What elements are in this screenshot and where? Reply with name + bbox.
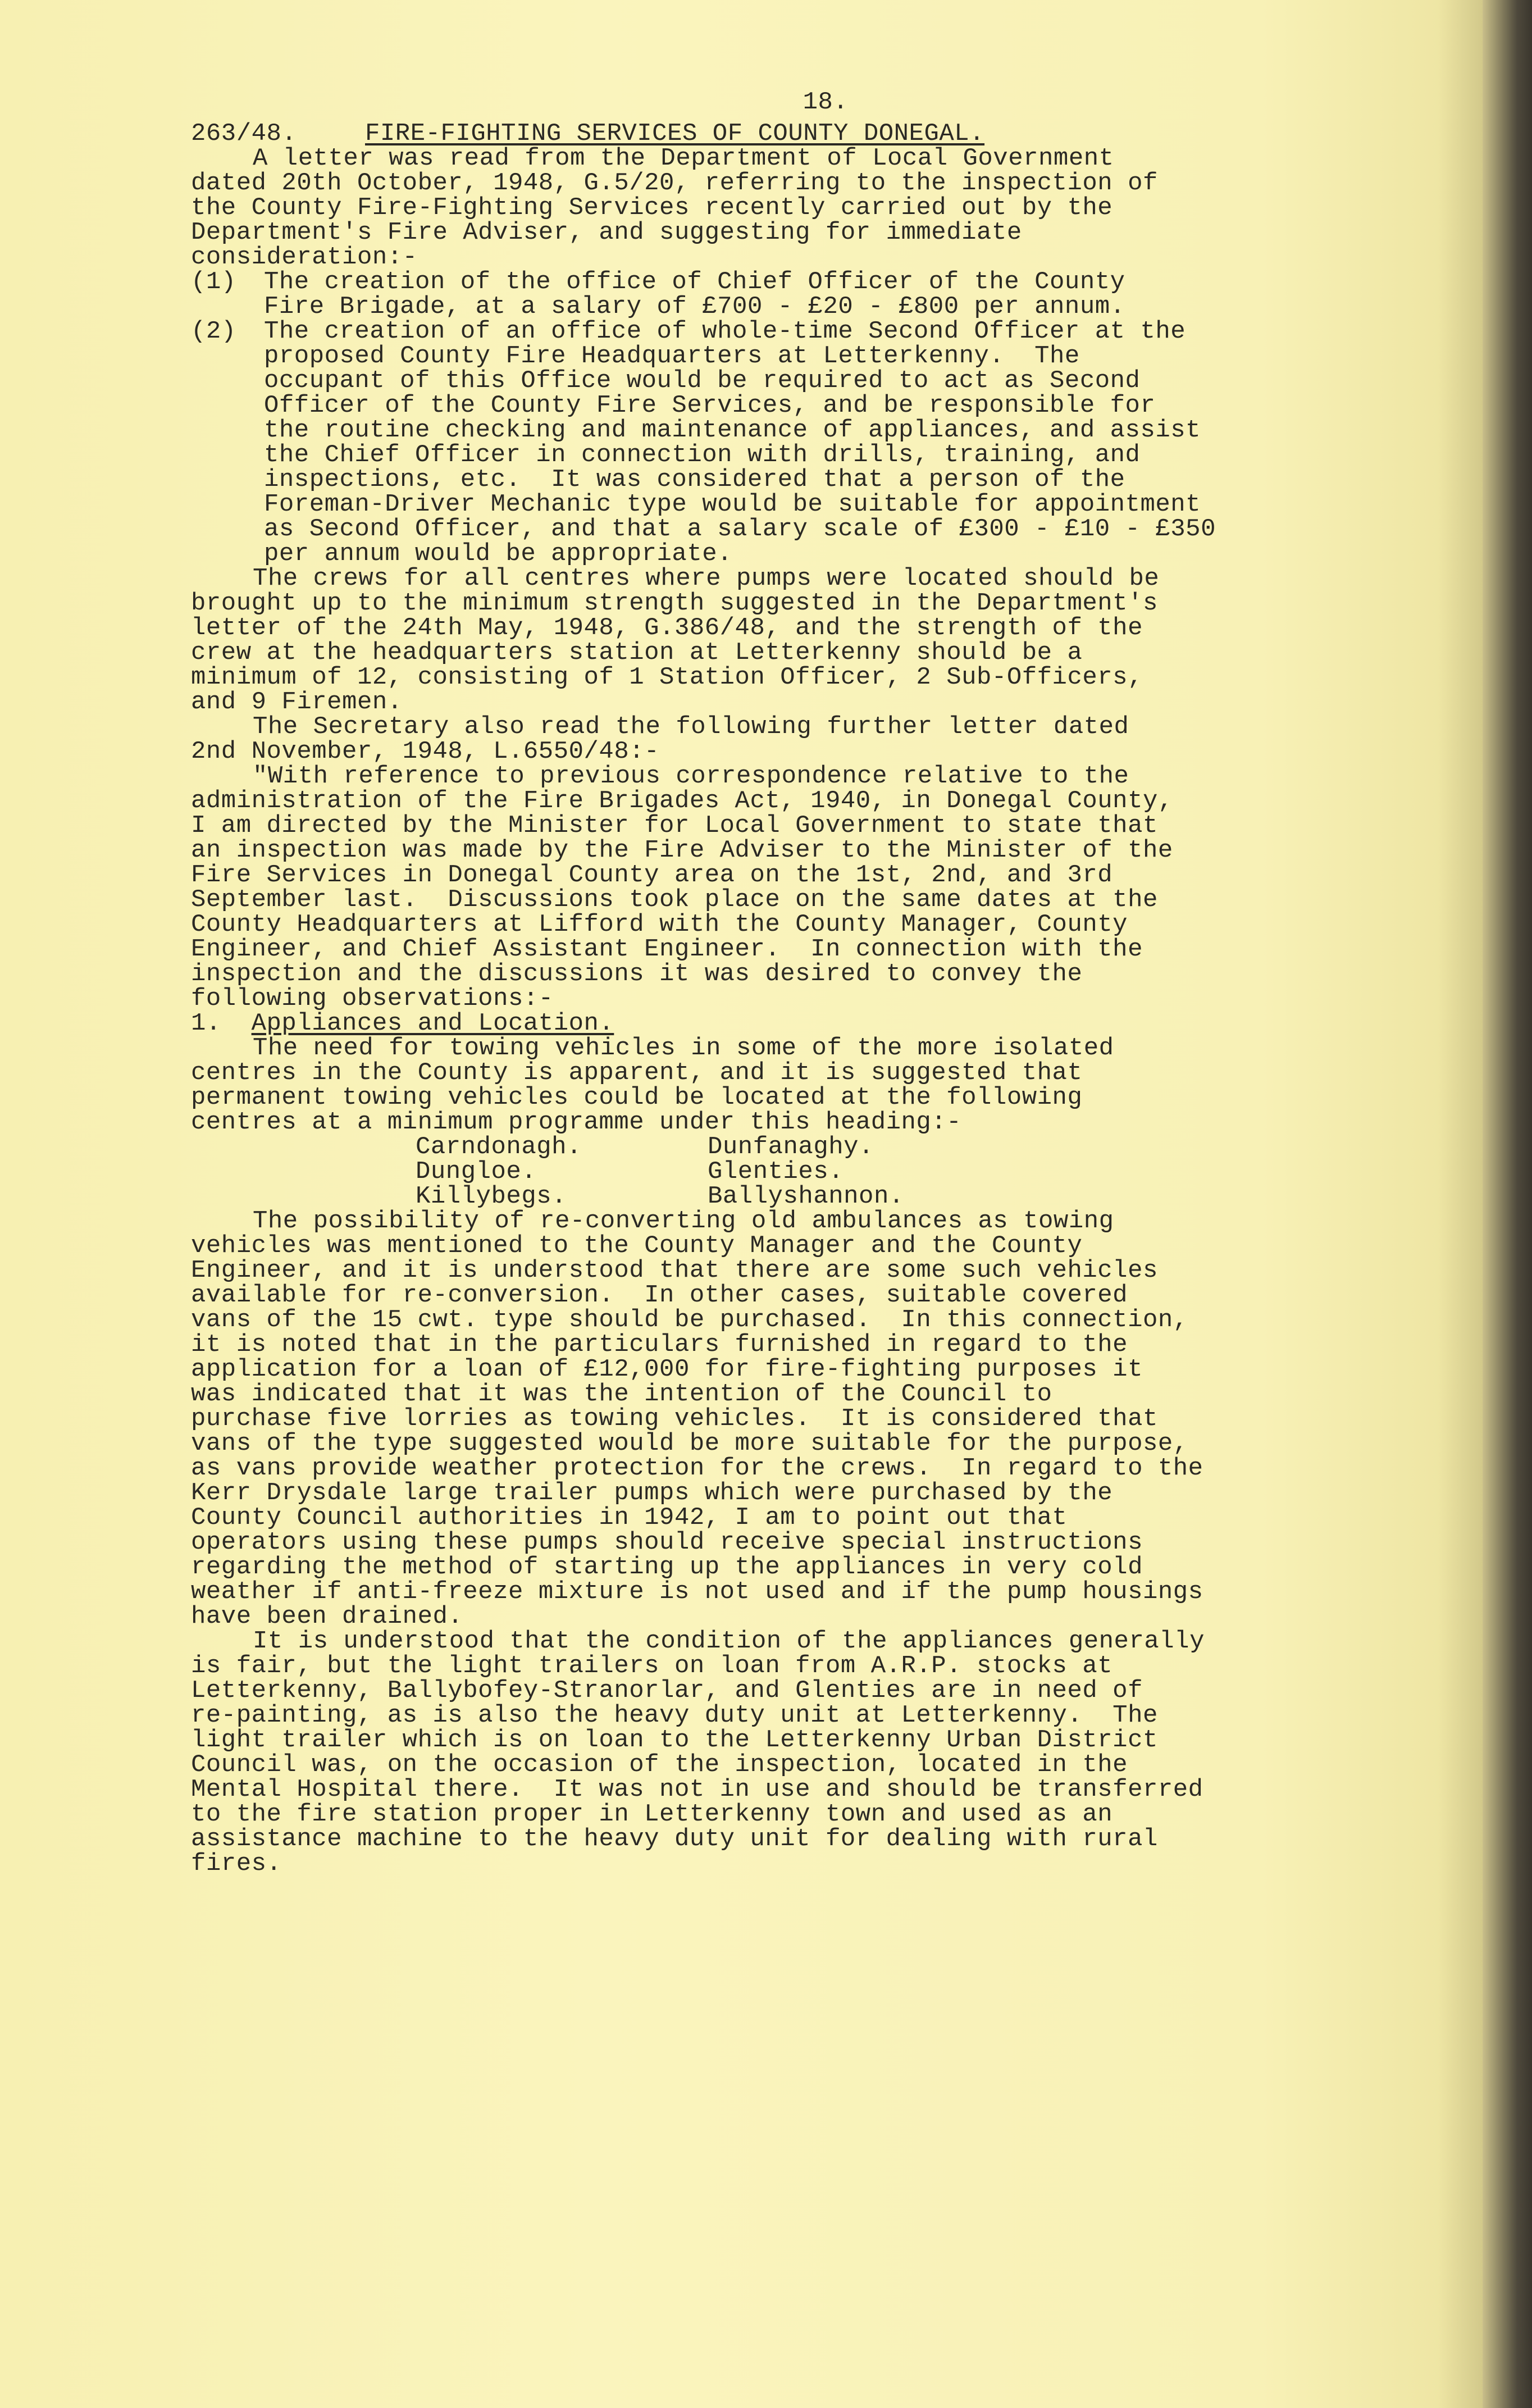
text-line: Letterkenny, Ballybofey-Stranorlar, and Glenties are in need of xyxy=(191,1677,1143,1705)
text-line: purchase five lorries as towing vehicles. It is considered that xyxy=(191,1405,1158,1433)
text-line: vans of the type suggested would be more suitable for the purpose, xyxy=(191,1430,1188,1458)
text-line: the County Fire-Fighting Services recently carried out by the xyxy=(191,194,1113,222)
text-line: Engineer, and it is understood that there are some such vehicles xyxy=(191,1257,1158,1285)
text-line: as vans provide weather protection for the crews. In regard to the xyxy=(191,1454,1203,1482)
town-name: Ballyshannon. xyxy=(708,1182,904,1210)
town-row xyxy=(191,1184,1393,1209)
subsection-title: Appliances and Location. xyxy=(251,1009,614,1037)
text-line: Foreman-Driver Mechanic type would be suitable for appointment xyxy=(264,490,1201,518)
text-line: inspection and the discussions it was desired to convey the xyxy=(191,960,1083,988)
minute-reference: 263/48. xyxy=(191,120,297,148)
text-line: dated 20th October, 1948, G.5/20, referring to the inspection of xyxy=(191,169,1158,197)
text-line: crew at the headquarters station at Letterkenny should be a xyxy=(191,639,1083,667)
text-line: regarding the method of starting up the appliances in very cold xyxy=(191,1553,1143,1581)
town-row xyxy=(191,1159,1393,1184)
paragraph-letter xyxy=(191,764,1393,1011)
text-line: 2nd November, 1948, L.6550/48:- xyxy=(191,738,660,766)
text-line: Officer of the County Fire Services, and be responsible for xyxy=(264,392,1156,420)
text-line: September last. Discussions took place on the same dates at the xyxy=(191,886,1158,914)
paragraph-condition xyxy=(191,1629,1393,1876)
text-line: re-painting, as is also the heavy duty unit at Letterkenny. The xyxy=(191,1701,1158,1729)
text-line: Fire Brigade, at a salary of £700 - £20 - £800 per annum. xyxy=(264,293,1125,321)
town-name: Glenties. xyxy=(708,1158,844,1186)
text-line: Fire Services in Donegal County area on the 1st, 2nd, and 3rd xyxy=(191,861,1113,889)
text-line: A letter was read from the Department of Local Government xyxy=(253,144,1114,172)
text-line: County Council authorities in 1942, I am to point out that xyxy=(191,1504,1068,1532)
text-line: was indicated that it was the intention of the Council to xyxy=(191,1380,1052,1408)
text-line: available for re-conversion. In other cases, suitable covered xyxy=(191,1281,1128,1309)
town-list xyxy=(191,1135,1393,1209)
text-line: The need for towing vehicles in some of the more isolated xyxy=(253,1034,1114,1062)
text-line: application for a loan of £12,000 for fire-fighting purposes it xyxy=(191,1355,1143,1383)
text-line: assistance machine to the heavy duty unit for dealing with rural xyxy=(191,1825,1158,1853)
section-heading xyxy=(191,121,1393,146)
text-line: the Chief Officer in connection with drills, training, and xyxy=(264,441,1141,469)
text-line: an inspection was made by the Fire Adviser to the Minister of the xyxy=(191,836,1173,864)
text-line: County Headquarters at Lifford with the County Manager, County xyxy=(191,911,1128,939)
text-line: centres in the County is apparent, and it is suggested that xyxy=(191,1059,1083,1087)
paragraph-intro xyxy=(191,146,1393,270)
text-line: fires. xyxy=(191,1850,282,1878)
section-title: FIRE-FIGHTING SERVICES OF COUNTY DONEGAL. xyxy=(365,120,985,148)
text-line: it is noted that in the particulars furnished in regard to the xyxy=(191,1331,1128,1359)
text-line: "With reference to previous correspondence relative to the xyxy=(253,762,1129,790)
town-name: Dunfanaghy. xyxy=(708,1133,874,1161)
text-line: and 9 Firemen. xyxy=(191,688,403,716)
text-line: Engineer, and Chief Assistant Engineer. In connection with the xyxy=(191,935,1143,963)
text-line: occupant of this Office would be required to act as Second xyxy=(264,367,1141,395)
minutes-text xyxy=(191,90,1393,1876)
item-number: (2) xyxy=(191,317,236,345)
text-line: weather if anti-freeze mixture is not used and if the pump housings xyxy=(191,1578,1203,1606)
text-line: Kerr Drysdale large trailer pumps which were purchased by the xyxy=(191,1479,1113,1507)
text-line: The possibility of re-converting old ambulances as towing xyxy=(253,1207,1114,1235)
paragraph-towing xyxy=(191,1036,1393,1135)
subsection-heading xyxy=(191,1011,1393,1036)
text-line: inspections, etc. It was considered that a person of the xyxy=(264,466,1125,494)
text-line: letter of the 24th May, 1948, G.386/48, and the strength of the xyxy=(191,614,1143,642)
text-line: The creation of an office of whole-time Second Officer at the xyxy=(264,317,1186,345)
subsection-number: 1. xyxy=(191,1009,221,1037)
text-line: minimum of 12, consisting of 1 Station Officer, 2 Sub-Officers, xyxy=(191,663,1143,691)
text-line: proposed County Fire Headquarters at Letterkenny. The xyxy=(264,342,1080,370)
page-number: 18. xyxy=(803,88,849,116)
town-row xyxy=(191,1135,1393,1159)
page-edge-shadow xyxy=(1438,0,1483,2408)
numbered-item xyxy=(191,319,1393,566)
item-number: (1) xyxy=(191,268,236,296)
text-line: brought up to the minimum strength suggested in the Department's xyxy=(191,589,1158,617)
paragraph-secretary xyxy=(191,714,1393,764)
text-line: centres at a minimum programme under this heading:- xyxy=(191,1108,962,1136)
text-line: It is understood that the condition of the appliances generally xyxy=(253,1627,1205,1655)
text-line: The crews for all centres where pumps were located should be xyxy=(253,565,1160,593)
text-line: consideration:- xyxy=(191,243,418,271)
text-line: administration of the Fire Brigades Act, 1940, in Donegal County, xyxy=(191,787,1173,815)
text-line: permanent towing vehicles could be located at the following xyxy=(191,1084,1083,1112)
text-line: The creation of the office of Chief Officer of the County xyxy=(264,268,1125,296)
book-binding xyxy=(1483,0,1532,2408)
paragraph-crews xyxy=(191,566,1393,714)
text-line: The Secretary also read the following further letter dated xyxy=(253,713,1129,741)
paragraph-ambulances xyxy=(191,1209,1393,1629)
text-line: per annum would be appropriate. xyxy=(264,540,733,568)
text-line: vehicles was mentioned to the County Manager and the County xyxy=(191,1232,1083,1260)
text-line: the routine checking and maintenance of appliances, and assist xyxy=(264,416,1201,444)
numbered-item xyxy=(191,270,1393,319)
town-name: Dungloe. xyxy=(416,1158,537,1186)
text-line: is fair, but the light trailers on loan from A.R.P. stocks at xyxy=(191,1652,1113,1680)
text-line: as Second Officer, and that a salary scale of £300 - £10 - £350 xyxy=(264,515,1216,543)
text-line: to the fire station proper in Letterkenny town and used as an xyxy=(191,1800,1113,1828)
text-line: Council was, on the occasion of the inspection, located in the xyxy=(191,1751,1128,1779)
text-line: operators using these pumps should receive special instructions xyxy=(191,1528,1143,1556)
town-name: Killybegs. xyxy=(416,1182,567,1210)
text-line: Department's Fire Adviser, and suggesting for immediate xyxy=(191,219,1022,247)
text-line: Mental Hospital there. It was not in use and should be transferred xyxy=(191,1776,1203,1804)
text-line: light trailer which is on loan to the Letterkenny Urban District xyxy=(191,1726,1158,1754)
text-line: have been drained. xyxy=(191,1603,463,1631)
text-line: vans of the 15 cwt. type should be purchased. In this connection, xyxy=(191,1306,1188,1334)
text-line: I am directed by the Minister for Local Government to state that xyxy=(191,812,1158,840)
text-line: following observations:- xyxy=(191,985,554,1013)
town-name: Carndonagh. xyxy=(416,1133,582,1161)
